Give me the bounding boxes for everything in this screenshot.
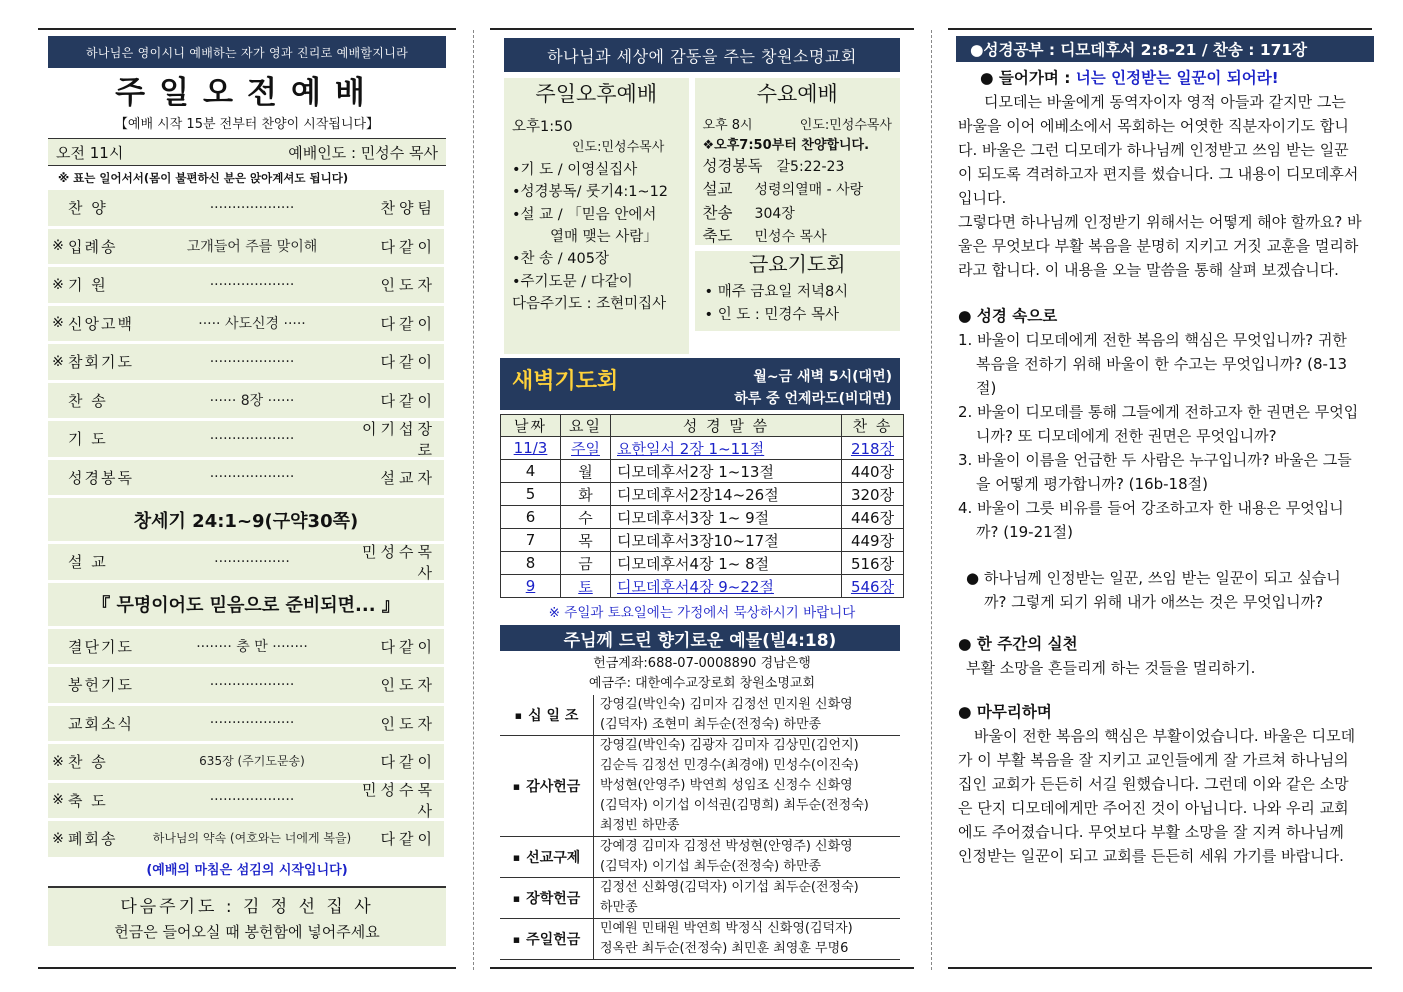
study-question: 1. 바울이 디모데에게 전한 복음의 핵심은 무엇입니까? 귀한 복음을 전하기 위해 바울이 한 수고는 무엇입니까? (8-13절) — [958, 331, 1348, 397]
order-item-detail: ··················· — [209, 792, 295, 809]
offering-names-line: 정옥란 최두순(전정숙) 최민훈 최영훈 무명6 — [600, 941, 849, 956]
order-item-name: 봉헌기도 — [68, 676, 134, 695]
column-divider — [473, 30, 474, 970]
order-item-name: 성경봉독 — [68, 468, 134, 487]
order-item-detail: ··················· — [209, 430, 295, 447]
order-item-name: 찬 송 — [68, 753, 108, 772]
scripture-banner: 하나님은 영이시니 예배하는 자가 영과 진리로 예배할지니라 — [48, 36, 446, 68]
offering-names-line: 김정선 신화영(김덕자) 이기섭 최두순(전정숙) — [600, 880, 859, 895]
intro-heading — [958, 66, 1362, 90]
wednesday-time-row — [703, 116, 892, 136]
order-item-person: 인도자 — [380, 714, 436, 733]
sunday-pm-item: •찬 송 / 405장 — [512, 251, 609, 268]
offering-names-line: 박성현(안영주) 박연희 성임조 신정수 신화영 — [600, 778, 853, 793]
order-item-detail: ··················· — [209, 676, 295, 693]
order-row — [48, 383, 444, 422]
offering-names-line: 하만종 — [600, 900, 638, 915]
offering-type: ▪ 선교구제 — [500, 837, 594, 877]
standing-mark: ※ — [52, 830, 64, 847]
wednesday-note: ❖오후7:50부터 찬양합니다. — [702, 137, 870, 153]
order-item-name: 입례송 — [68, 237, 118, 256]
weekday-services — [695, 78, 900, 354]
schedule-rows — [501, 437, 904, 598]
order-row — [48, 421, 444, 460]
service-time: 오전 11시 — [56, 143, 124, 162]
sunday-afternoon-service — [504, 78, 689, 354]
order-item-name: 신앙고백 — [68, 314, 134, 333]
order-item-detail: 635장 (주기도문송) — [199, 755, 305, 769]
wednesday-leader: 인도:민성수목사 — [799, 118, 892, 133]
dawn-prayer-line2: 하루 중 언제라도(비대면) — [734, 391, 892, 407]
order-item-person: 인도자 — [380, 676, 436, 695]
intro-title: 너는 인정받는 일꾼이 되어라! — [1075, 69, 1279, 87]
order-row — [48, 306, 444, 345]
order-item-detail: ··················· — [209, 199, 295, 216]
offering-names — [594, 878, 900, 918]
bottom-rule — [948, 967, 1372, 969]
schedule-date: 6 — [501, 506, 561, 529]
offering-row — [500, 837, 900, 878]
table-row — [501, 506, 904, 529]
reflection-question: ● 하나님께 인정받는 일꾼, 쓰임 받는 일꾼이 되고 싶습니까? 그렇게 되기 위해 내가 애쓰는 것은 무엇입니까? — [966, 569, 1341, 611]
intro-paragraph: 디모데는 바울에게 동역자이자 영적 아들과 같지만 그는 바울을 이어 에베소에서 목회하는 어엿한 직분자이기도 합니다. 바울은 그런 디모데가 하나님께 인정받고 쓰임 받는 일꾼이 되도록 격려하고자 편지를 썼습니다. 그 내용이 디모데후서입니다. — [958, 93, 1359, 207]
standing-mark: ※ — [52, 353, 64, 370]
standing-mark: ※ — [52, 753, 64, 770]
order-item-name: 기 원 — [68, 276, 108, 295]
schedule-verse: 디모데후서4장 1~ 8절 — [611, 552, 842, 575]
order-item-detail: 하나님의 약속 (여호와는 너에게 복을) — [152, 832, 352, 846]
offering-type: ▪ 십 일 조 — [500, 695, 594, 735]
section-heading: ● 마무리하며 — [958, 703, 1052, 721]
schedule-date: 9 — [501, 575, 561, 598]
study-question: 4. 바울이 그릇 비유를 들어 강조하고자 한 내용은 무엇입니까? (19-21절) — [958, 499, 1344, 541]
schedule-date: 7 — [501, 529, 561, 552]
sunday-pm-leader: 인도:민성수목사 — [572, 140, 665, 156]
order-item-person: 다같이 — [380, 637, 436, 656]
offering-names — [594, 695, 900, 735]
order-item-name: 결단기도 — [68, 637, 134, 656]
offering-row — [500, 878, 900, 919]
friday-body — [695, 277, 900, 331]
offering-row — [500, 736, 900, 837]
dawn-prayer-title: 새벽기도회 — [512, 369, 619, 394]
sunday-pm-item: •성경봉독/ 룻기4:1~12 — [512, 184, 669, 201]
order-row — [48, 344, 444, 383]
order-item-person: 다같이 — [380, 314, 436, 333]
offering-names-line: (김덕자) 조현미 최두순(전정숙) 하만종 — [600, 717, 822, 732]
offering-names-line: 최정빈 하만종 — [600, 818, 680, 833]
order-row — [48, 229, 444, 268]
wednesday-body — [695, 110, 900, 245]
schedule-day: 토 — [561, 575, 611, 598]
offering-type: ▪ 장학헌금 — [500, 878, 594, 918]
standing-mark: ※ — [52, 276, 64, 293]
order-item-name: 축 도 — [68, 791, 108, 810]
table-row — [501, 529, 904, 552]
offering-row — [500, 919, 900, 960]
offering-names — [594, 919, 900, 959]
bible-study-body — [948, 66, 1372, 868]
schedule-hymn: 446장 — [842, 506, 904, 529]
friday-item: • 매주 금요일 저녁8시 — [704, 284, 849, 300]
standing-mark: ※ — [52, 315, 64, 332]
order-item-detail: ····· 사도신경 ····· — [198, 316, 306, 333]
order-item-detail: ······ 8장 ······ — [209, 393, 295, 410]
bible-study-column — [948, 30, 1372, 868]
schedule-date: 5 — [501, 483, 561, 506]
sunday-pm-next-prayer: 다음주기도 : 조현미집사 — [512, 296, 667, 313]
morning-service-column — [38, 30, 456, 946]
sunday-pm-item: •기 도 / 이영실집사 — [512, 161, 638, 178]
offering-names-line: 강예경 김미자 김정선 박성현(안영주) 신화영 — [600, 839, 853, 854]
order-item-person: 다같이 — [380, 391, 436, 410]
sunday-pm-heading: 주일오후예배 — [504, 78, 689, 110]
sunday-pm-item: •주기도문 / 다같이 — [512, 273, 633, 290]
schedule-hymn: 546장 — [842, 575, 904, 598]
schedule-hymn: 218장 — [842, 437, 904, 460]
schedule-verse: 디모데후서3장10~17절 — [611, 529, 842, 552]
order-item-name: 찬 송 — [68, 391, 108, 410]
wednesday-item: 성경봉독 갈5:22-23 — [702, 157, 845, 175]
order-row — [48, 821, 444, 860]
offering-type: ▪ 주일헌금 — [500, 919, 594, 959]
offering-names-line: (김덕자) 이기섭 최두순(전정숙) 하만종 — [600, 859, 822, 874]
schedule-day: 금 — [561, 552, 611, 575]
order-item-detail: ··················· — [209, 276, 295, 293]
order-row — [48, 460, 444, 499]
services-grid — [490, 78, 914, 354]
order-item-person: 민성수목사 — [362, 542, 436, 582]
order-item-detail: ················· — [214, 553, 290, 570]
schedule-hymn: 440장 — [842, 460, 904, 483]
table-row — [501, 483, 904, 506]
offering-row — [500, 695, 900, 736]
schedule-date: 8 — [501, 552, 561, 575]
schedule-day: 주일 — [561, 437, 611, 460]
order-item-detail: ··················· — [209, 353, 295, 370]
account-holder: 예금주: 대한예수교장로회 창원소명교회 — [588, 675, 816, 691]
scripture-reference: 창세기 24:1~9(구약30쪽) — [48, 498, 444, 544]
friday-item: • 인 도 : 민경수 목사 — [704, 307, 840, 324]
schedule-verse: 디모데후서2장14~26절 — [611, 483, 842, 506]
next-prayer-box — [48, 886, 446, 946]
schedule-hymn: 320장 — [842, 483, 904, 506]
schedule-day: 수 — [561, 506, 611, 529]
order-item-person: 다같이 — [380, 753, 436, 772]
schedule-hymn: 449장 — [842, 529, 904, 552]
sunday-pm-body — [504, 110, 689, 354]
schedule-hymn: 516장 — [842, 552, 904, 575]
order-item-detail: ··················· — [209, 715, 295, 732]
offering-names-line: 김순득 김정선 민경수(최경애) 민성수(이진숙) — [600, 758, 859, 773]
dawn-prayer-line1: 월~금 새벽 5시(대면) — [753, 369, 892, 385]
church-banner: 하나님과 세상에 감동을 주는 창원소명교회 — [504, 38, 900, 72]
column-divider — [931, 30, 932, 970]
order-item-person: 다같이 — [380, 237, 436, 256]
wednesday-heading: 수요예배 — [695, 78, 900, 110]
order-list-b — [38, 629, 456, 860]
offering-type: ▪ 감사헌금 — [500, 736, 594, 836]
offering-heading: 주님께 드린 향기로운 예물(빌4:18) — [500, 625, 900, 651]
schedule-note: ※ 주일과 토요일에는 가정에서 묵상하시기 바랍니다 — [548, 605, 856, 621]
schedule-day: 목 — [561, 529, 611, 552]
order-row — [48, 267, 444, 306]
closing-note: (예배의 마침은 섬김의 시작입니다) — [146, 862, 348, 878]
schedule-date: 4 — [501, 460, 561, 483]
practice-text: 부활 소망을 흔들리게 하는 것들을 멀리하기. — [966, 659, 1256, 677]
sunday-pm-time: 오후1:50 — [512, 119, 573, 135]
account-info — [490, 654, 914, 693]
next-prayer: 다음주기도 : 김 정 선 집 사 — [120, 896, 374, 917]
schedule-date: 11/3 — [501, 437, 561, 460]
service-title: 주일오전예배 — [115, 75, 379, 111]
order-list-a — [38, 190, 456, 498]
wednesday-item: 찬송 304장 — [702, 203, 795, 222]
order-item-name: 설 교 — [68, 553, 108, 572]
offering-list — [500, 695, 900, 960]
column-header: 찬 송 — [842, 415, 904, 437]
order-item-person: 인도자 — [380, 276, 436, 295]
offering-names-line: (김덕자) 이기섭 이석권(김명희) 최두순(전정숙) — [600, 798, 869, 813]
intro-label: ● 들어가며 : — [980, 69, 1076, 87]
order-item-person: 이기섭장로 — [362, 419, 436, 459]
order-row — [48, 744, 444, 783]
order-row — [48, 706, 444, 745]
schedule-column — [490, 30, 914, 960]
sunday-pm-item: •설 교 / 「믿음 안에서 — [512, 206, 657, 223]
order-item-person: 민성수목사 — [362, 781, 436, 821]
order-row — [48, 629, 444, 668]
table-row — [501, 552, 904, 575]
service-leader: 예배인도 : 민성수 목사 — [288, 143, 438, 162]
bottom-rule — [490, 967, 914, 969]
order-item-detail: 고개들어 주를 맞이해 — [186, 239, 318, 256]
schedule-verse: 디모데후서2장 1~13절 — [611, 460, 842, 483]
table-row — [501, 437, 904, 460]
column-header: 요일 — [561, 415, 611, 437]
order-item-person: 다같이 — [380, 830, 436, 849]
order-row — [48, 190, 444, 229]
dawn-prayer-banner — [500, 358, 900, 410]
closing-paragraph: 바울이 전한 복음의 핵심은 부활이었습니다. 바울은 디모데가 이 부활 복음을 잘 지키고 교인들에게 잘 가르쳐 하나님의 집인 교회가 든든히 서길 원했습니다. 그런데 이와 같은 소망은 단지 디모데에게만 주어진 것이 아닙니다. 나와 우리 교회에도 주어졌습니다. 무엇보다 부활 소망을 잘 지켜 하나님께 인정받는 일꾼이 되고 교회를 든든히 세워 가기를 바랍니다. — [958, 727, 1356, 865]
standing-note: ※ 표는 일어서서(몸이 불편하신 분은 앉아계셔도 됩니다) — [58, 171, 349, 185]
schedule-verse: 디모데후서3장 1~ 9절 — [611, 506, 842, 529]
praise-note: 【예배 시작 15분 전부터 찬양이 시작됩니다】 — [114, 117, 380, 132]
schedule-verse: 디모데후서4장 9~22절 — [611, 575, 842, 598]
schedule-day: 화 — [561, 483, 611, 506]
sermon-row-wrap — [38, 544, 456, 583]
wednesday-time: 오후 8시 — [702, 118, 753, 133]
table-row — [501, 460, 904, 483]
order-item-person: 다같이 — [380, 353, 436, 372]
service-time-bar — [48, 138, 446, 166]
devotional-schedule-table — [500, 414, 904, 598]
bible-study-heading: ●성경공부 : 디모데후서 2:8-21 / 찬송 : 171장 — [956, 36, 1374, 62]
column-header: 날짜 — [501, 415, 561, 437]
intro-paragraph: 그렇다면 하나님께 인정받기 위해서는 어떻게 해야 할까요? 바울은 무엇보다 부활 복음을 분명히 지키고 거짓 교훈을 멀리하라고 합니다. 이 내용을 오늘 말씀을 통해 살펴 보겠습니다. — [958, 213, 1362, 279]
order-row — [48, 667, 444, 706]
sermon-title: 『 무명이어도 믿음으로 준비되면... 』 — [48, 583, 444, 629]
offering-names — [594, 837, 900, 877]
standing-mark: ※ — [52, 792, 64, 809]
section-heading: ● 한 주간의 실천 — [958, 635, 1078, 653]
order-item-name: 기 도 — [68, 430, 108, 449]
offering-note: 헌금은 들어오실 때 봉헌함에 넣어주세요 — [114, 922, 380, 941]
study-question: 2. 바울이 디모데를 통해 그들에게 전하고자 한 권면은 무엇입니까? 또 디모데에게 전한 권면은 무엇입니까? — [958, 403, 1359, 445]
column-header: 성 경 말 씀 — [611, 415, 842, 437]
offering-names-line: 강영길(박인숙) 김광자 김미자 김상민(김언지) — [600, 738, 859, 753]
order-row — [48, 783, 444, 822]
order-row — [48, 544, 444, 583]
order-item-detail: ········ 충 만 ········ — [196, 639, 308, 656]
bottom-rule — [38, 967, 456, 969]
standing-mark: ※ — [52, 238, 64, 255]
study-question: 3. 바울이 이름을 언급한 두 사람은 누구입니까? 바울은 그들을 어떻게 평가합니까? (16b-18절) — [958, 451, 1352, 493]
sunday-pm-item: 열매 맺는 사람」 — [550, 229, 658, 246]
order-item-person: 찬양팀 — [380, 199, 436, 218]
order-item-person: 설교자 — [380, 468, 436, 487]
order-item-name: 참회기도 — [68, 353, 134, 372]
offering-names — [594, 736, 900, 836]
schedule-verse: 요한일서 2장 1~11절 — [611, 437, 842, 460]
order-item-name: 폐회송 — [68, 830, 118, 849]
offering-names-line: 민예원 민태원 박연희 박정식 신화영(김덕자) — [600, 921, 853, 936]
bank-account: 헌금계좌:688-07-0008890 경남은행 — [593, 656, 811, 671]
schedule-day: 월 — [561, 460, 611, 483]
order-item-detail: ··················· — [209, 469, 295, 486]
wednesday-item: 축도 민성수 목사 — [702, 226, 827, 245]
order-item-name: 교회소식 — [68, 714, 134, 733]
table-row — [501, 575, 904, 598]
friday-heading: 금요기도회 — [695, 251, 900, 277]
section-heading: ● 성경 속으로 — [958, 307, 1058, 325]
wednesday-item: 설교 성령의열매 - 사랑 — [702, 180, 864, 199]
order-item-name: 찬 양 — [68, 199, 108, 218]
offering-names-line: 강영길(박인숙) 김미자 김정선 민지원 신화영 — [600, 697, 853, 712]
table-header-row — [501, 415, 904, 437]
